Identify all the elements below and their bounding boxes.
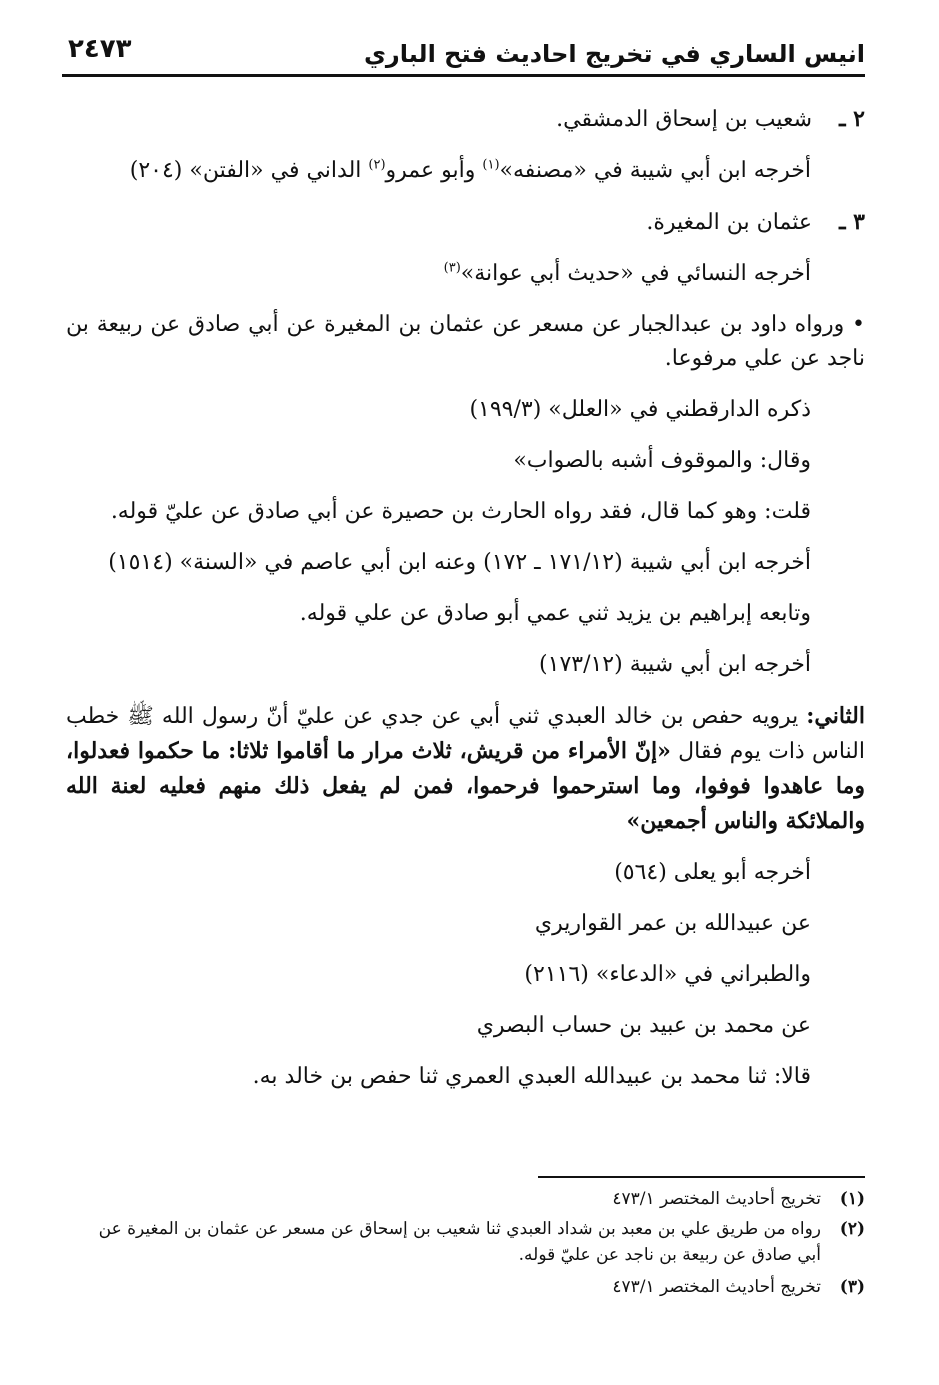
text-line-4 (66, 257, 865, 291)
footnote-number: (١) (839, 1189, 865, 1209)
text-line-1 (66, 102, 865, 137)
text-line-tabarani: والطبراني في «الدعاء» (٢١١٦) (524, 962, 811, 987)
text-line-3 (66, 205, 865, 240)
text-line-qaala: قالا: ثنا محمد بن عبيدالله العبدي العمري ثنا حفص بن خالد به. (252, 1064, 811, 1089)
hadith-isnad: يرويه حفص بن خالد العبدي ثني أبي عن جدي عن عليّ أنّ رسول الله ﷺ خطب الناس ذات يوم فقال (66, 704, 865, 764)
text-line-qala: وقال: والموقوف أشبه بالصواب» (513, 448, 811, 473)
footnote-1 (66, 1186, 865, 1212)
main-text (66, 102, 865, 1094)
footnote-ref-1[interactable]: (١) (482, 157, 500, 173)
text-line-qawariri: عن عبيدالله بن عمر القواريري (534, 911, 811, 936)
footnote-ref-3[interactable]: (٣) (443, 260, 461, 276)
takhrij-nasai: أخرجه النسائي في «حديث أبي عوانة» (460, 261, 811, 286)
footnote-3 (66, 1274, 865, 1300)
text-paragraph-second-hadith (66, 699, 865, 839)
footnote-2 (66, 1216, 865, 1242)
item-number-2: ٢ ـ (839, 106, 865, 132)
text-line-2 (66, 154, 865, 188)
footnote-text: رواه من طريق علي بن معبد بن شداد العبدي ثنا شعيب بن إسحاق عن مسعر عن عثمان بن المغيرة عن (98, 1219, 821, 1239)
footnote-number: (٢) (839, 1219, 865, 1239)
text-line-ibn-abi-shayba: أخرجه ابن أبي شيبة (١٧١/١٢ ـ ١٧٢) وعنه ابن أبي عاصم في «السنة» (١٥١٤) (108, 550, 811, 575)
footnotes (66, 1186, 865, 1300)
text-line-qultu: قلت: وهو كما قال، فقد رواه الحارث بن حصيرة عن أبي صادق عن عليّ قوله. (110, 499, 811, 524)
footnote-ref-2[interactable]: (٢) (368, 157, 386, 173)
text-paragraph-dawud: • ورواه داود بن عبدالجبار عن مسعر عن عثمان بن المغيرة عن أبي صادق عن ربيعة بن ناجد عن علي مرفوعا. (66, 312, 865, 371)
takhrij-text-2: وأبو عمرو (385, 158, 483, 183)
footnote-number: (٣) (839, 1277, 865, 1297)
narrator-uthman: عثمان بن المغيرة. (646, 210, 812, 235)
takhrij-text: أخرجه ابن أبي شيبة في «مصنفه» (499, 158, 811, 183)
text-line-daraqutni: ذكره الدارقطني في «العلل» (١٩٩/٣) (469, 397, 811, 422)
text-line-tabaahu: وتابعه إبراهيم بن يزيد ثني عمي أبو صادق عن علي قوله. (299, 601, 811, 626)
page-number: ٢٤٧٣ (68, 34, 132, 64)
narrator-shuayb: شعيب بن إسحاق الدمشقي. (556, 107, 812, 132)
running-header (62, 30, 865, 77)
footnote-text: تخريج أحاديث المختصر ٤٧٣/١ (612, 1277, 821, 1297)
text-line-muhammad-ubayd: عن محمد بن عبيد بن حساب البصري (476, 1013, 811, 1038)
footnote-2-continuation: أبي صادق عن ربيعة بن ناجد عن عليّ قوله. (518, 1245, 821, 1265)
header-title: انيس الساري في تخريج احاديث فتح الباري (363, 40, 865, 68)
hadith-matn: «إنّ الأمراء من قريش، ثلاث مرار ما أقاموا ثلاثا: ما حكموا فعدلوا، وما عاهدوا فوفوا، وما استرحموا فرحموا، فمن لم يفعل ذلك منهم فعليه لعنة الله والملائكة والناس أجمعين» (66, 738, 865, 834)
takhrij-text-3: الداني في «الفتن» (٢٠٤) (129, 158, 369, 183)
section-label: الثاني: (806, 703, 865, 729)
text-line-ibn-abi-shayba-2: أخرجه ابن أبي شيبة (١٧٣/١٢) (539, 652, 811, 677)
footnote-text: تخريج أحاديث المختصر ٤٧٣/١ (612, 1189, 821, 1209)
item-number-3: ٣ ـ (839, 209, 865, 235)
footnote-separator (538, 1176, 865, 1178)
text-line-abu-yala: أخرجه أبو يعلى (٥٦٤) (614, 860, 811, 885)
